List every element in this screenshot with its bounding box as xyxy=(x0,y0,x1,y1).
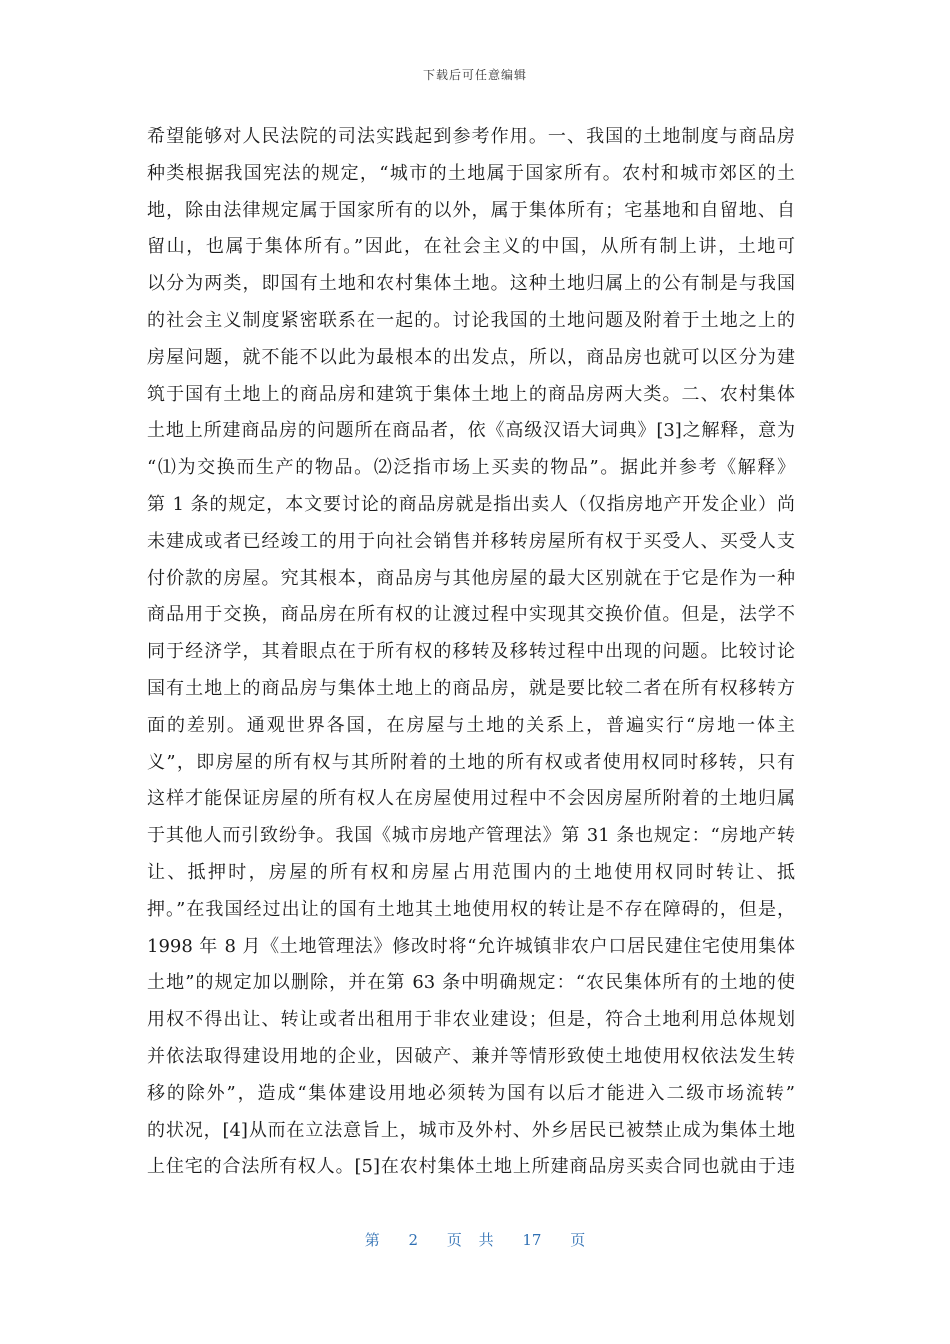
body-line: 上住宅的合法所有权人。[5]在农村集体土地上所建商品房买卖合同也就由于违 xyxy=(147,1156,795,1178)
body-line: 的社会主义制度紧密联系在一起的。讨论我国的土地问题及附着于土地之上的 xyxy=(147,309,795,331)
body-line: 移的除外”，造成“集体建设用地必须转为国有以后才能进入二级市场流转” xyxy=(147,1082,795,1104)
body-line: 同于经济学，其着眼点在于所有权的移转及移转过程中出现的问题。比较讨论 xyxy=(147,641,795,663)
body-line: 房屋问题，就不能不以此为最根本的出发点，所以，商品房也就可以区分为建 xyxy=(147,346,795,368)
body-line: 地，除由法律规定属于国家所有的以外，属于集体所有；宅基地和自留地、自 xyxy=(147,199,795,221)
body-line: 土地”的规定加以删除，并在第 63 条中明确规定：“农民集体所有的土地的使 xyxy=(147,972,795,994)
body-line: 用权不得出让、转让或者出租用于非农业建设；但是，符合土地利用总体规划 xyxy=(147,1009,795,1031)
body-line: 这样才能保证房屋的所有权人在房屋使用过程中不会因房屋所附着的土地归属 xyxy=(147,788,795,810)
body-line: 于其他人而引致纷争。我国《城市房地产管理法》第 31 条也规定：“房地产转 xyxy=(147,825,795,847)
footer-current-page: 2 xyxy=(408,1231,419,1249)
body-line: 1998 年 8 月《土地管理法》修改时将“允许城镇非农户口居民建住宅使用集体 xyxy=(147,935,795,957)
body-line: 希望能够对人民法院的司法实践起到参考作用。一、我国的土地制度与商品房 xyxy=(147,126,795,147)
document-body xyxy=(147,119,807,1186)
body-line: 的状况，[4]从而在立法意旨上，城市及外村、外乡居民已被禁止成为集体土地 xyxy=(147,1119,795,1141)
body-line: 种类根据我国宪法的规定，“城市的土地属于国家所有。农村和城市郊区的土 xyxy=(147,162,795,184)
body-line: 以分为两类，即国有土地和农村集体土地。这种土地归属上的公有制是与我国 xyxy=(147,273,795,295)
footer-prefix: 第 xyxy=(364,1231,380,1249)
body-line: 商品用于交换，商品房在所有权的让渡过程中实现其交换价值。但是，法学不 xyxy=(147,604,795,626)
body-line: 付价款的房屋。究其根本，商品房与其他房屋的最大区别就在于它是作为一种 xyxy=(147,567,795,589)
body-line: 国有土地上的商品房与集体土地上的商品房，就是要比较二者在所有权移转方 xyxy=(147,677,795,699)
body-line: 第 1 条的规定，本文要讨论的商品房就是指出卖人（仅指房地产开发企业）尚 xyxy=(147,493,795,515)
body-line: “⑴为交换而生产的物品。⑵泛指市场上买卖的物品”。据此并参考《解释》 xyxy=(147,457,795,479)
body-line: 让、抵押时，房屋的所有权和房屋占用范围内的土地使用权同时转让、抵 xyxy=(147,861,795,883)
page-header: 下载后可任意编辑 xyxy=(422,68,527,82)
body-line: 筑于国有土地上的商品房和建筑于集体土地上的商品房两大类。二、农村集体 xyxy=(147,383,795,405)
footer-middle: 页 共 xyxy=(446,1231,494,1249)
footer-total-pages: 17 xyxy=(522,1231,542,1249)
body-line: 并依法取得建设用地的企业，因破产、兼并等情形致使土地使用权依法发生转 xyxy=(147,1045,795,1067)
body-line: 土地上所建商品房的问题所在商品者，依《高级汉语大词典》[3]之解释，意为 xyxy=(147,420,795,442)
body-line: 义”，即房屋的所有权与其所附着的土地的所有权或者使用权同时移转，只有 xyxy=(147,751,795,773)
page-footer xyxy=(0,1229,950,1250)
body-line: 押。”在我国经过出让的国有土地其土地使用权的转让是不存在障碍的，但是， xyxy=(147,898,795,920)
body-line: 未建成或者已经竣工的用于向社会销售并移转房屋所有权于买受人、买受人支 xyxy=(147,530,795,552)
body-line: 留山，也属于集体所有。”因此，在社会主义的中国，从所有制上讲，土地可 xyxy=(147,236,795,258)
footer-suffix: 页 xyxy=(570,1231,586,1249)
body-line: 面的差别。通观世界各国，在房屋与土地的关系上，普遍实行“房地一体主 xyxy=(147,714,795,736)
